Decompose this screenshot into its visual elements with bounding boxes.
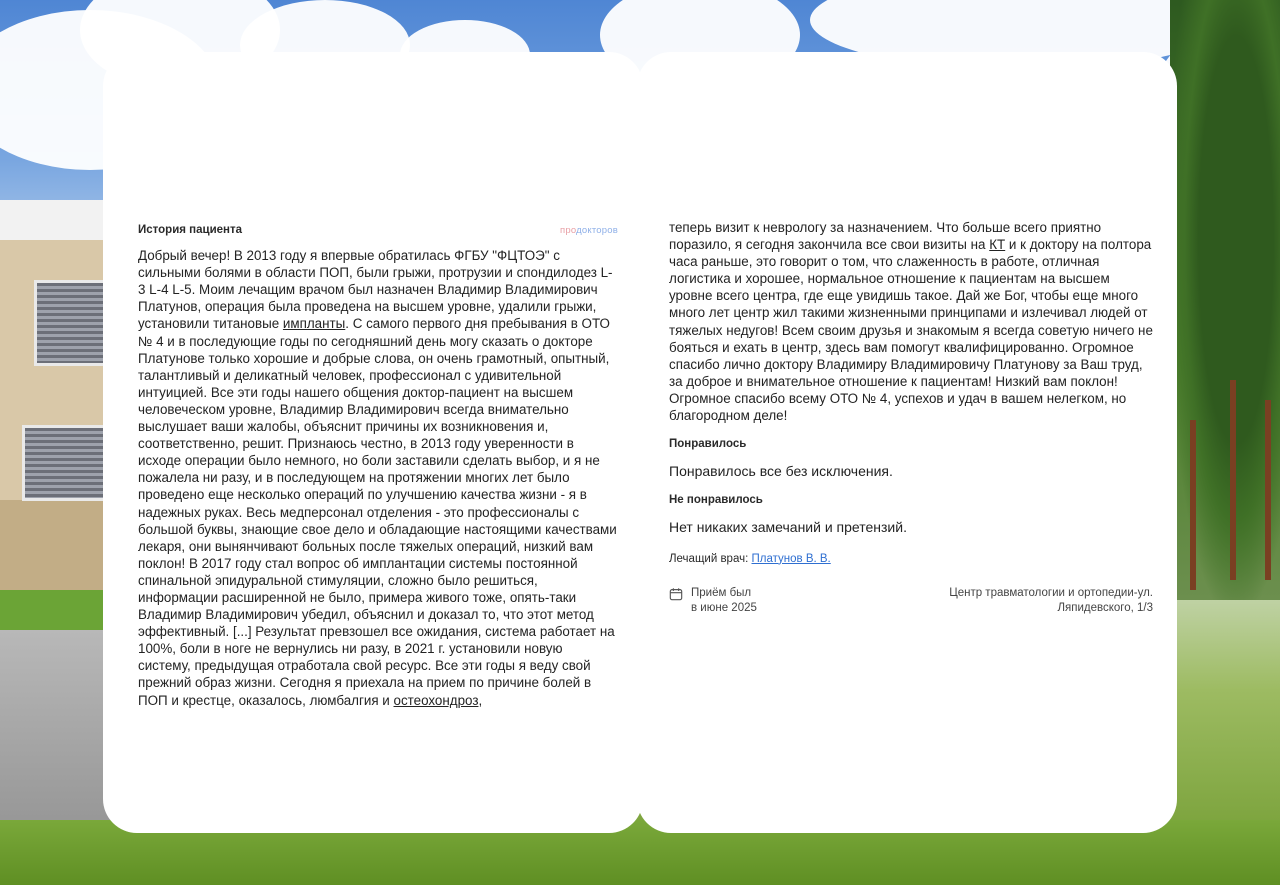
calendar-icon xyxy=(669,587,683,601)
review-column-left xyxy=(138,222,618,709)
doctor-link[interactable]: Платунов В. В. xyxy=(751,552,831,565)
review-text-segment: и к доктору на полтора часа раньше, это говорит о том, что слаженность в работе, отличная логистика и хорошее, нормальное отношение к пациентам на высшем уровне всего центра, где еще увидишь такое. Дай же Бог, чтобы еще много много лет центр жил такими жизненными принципами и излечивал людей от тяжелых недугов! Всем своим друзья и знакомым я всегда советую ничего не бояться и ехать в центр, здесь вам помогут квалифицированно. Огромное спасибо лично доктору Владимиру Владимировичу Платунову за Ваш труд, за доброе и внимательное отношение к пациентам! Низкий вам поклон! Огромное спасибо всему ОТО № 4, успехов и удач в вашем нелегком, но благородном деле! xyxy=(669,237,1153,424)
review-text-left xyxy=(138,247,618,709)
ct-link[interactable]: КТ xyxy=(989,237,1006,253)
review-header xyxy=(138,222,618,239)
clinic-address xyxy=(949,586,1153,617)
review-text-segment: , xyxy=(478,692,483,708)
review-column-right xyxy=(669,219,1153,617)
visit-line2: в июне 2025 xyxy=(691,602,757,615)
disliked-label: Не понравилось xyxy=(669,494,763,507)
implants-link[interactable]: импланты xyxy=(282,316,346,332)
liked-label: Понравилось xyxy=(669,438,747,451)
section-title: История пациента xyxy=(138,224,243,236)
visit-date xyxy=(669,586,757,617)
trees xyxy=(1170,0,1280,600)
doctor-row xyxy=(669,551,1153,568)
brand-logo-part1: про xyxy=(560,225,577,236)
review-text-right xyxy=(669,219,1153,424)
building xyxy=(0,200,110,620)
review-text-segment: Добрый вечер! В 2013 году я впервые обратилась ФГБУ "ФЦТОЭ" с сильными болями в области ПОП, были грыжи, протрузии и спондилодез L-3 L-4 L-5. Моим лечащим врачом был назначен Владимир Владимирович Платунов, операция была проведена на высшем уровне, удалили грыжи, установили титановые xyxy=(138,248,613,332)
clinic-line2: Ляпидевского, 1/3 xyxy=(1057,602,1153,615)
disliked-text: Нет никаких замечаний и претензий. xyxy=(669,519,907,536)
review-card xyxy=(103,52,1177,833)
visit-line1: Приём был xyxy=(691,586,752,599)
clinic-line1: Центр травматологии и ортопедии-ул. xyxy=(949,586,1153,599)
review-text-segment: теперь визит к неврологу за назначением. Что больше всего приятно поразило, я сегодня закончила все свои визиты на xyxy=(669,220,1102,253)
brand-logo-part2: докторов xyxy=(576,225,618,236)
osteochondrosis-link[interactable]: остеохондроз xyxy=(393,692,479,708)
review-text-segment: . С самого первого дня пребывания в ОТО № 4 и в последующие годы по сегодняшний день могу сказать о докторе Платунове только хорошие и добрые слова, он очень грамотный, опытный, талантливый и деликатный человек, профессионал с удивительной интуицией. Все эти годы нашего общения доктор-пациент на высшем человеческом уровне, Владимир Владимирович всегда внимательно выслушает ваши жалобы, объяснит причины их возникновения и, соответственно, решит. Признаюсь честно, в 2013 году уверенности в исходе операции было немного, но боли заставили сделать выбор, и я не пожалела ни разу, и в последующем на протяжении многих лет было проведено еще несколько операций по улучшению качества жизни - я в надежных руках. Весь медперсонал отделения - это профессионалы с большой буквы, знающие свое дело и обладающие настоящими качествами лекаря, они вынянчивают больных после тяжелых операций, низкий вам поклон! В 2017 году стал вопрос об имплантации системы постоянной спинальной эпидуральной стимуляции, сложно было решиться, информации расширенной не было, примера живого тоже, опять-таки Владимир Владимирович убедил, объяснил и доказал то, что этот метод эффективный. [...] Результат превзошел все ожидания, система работает на 100%, боли в ноге не вернулись ни разу, в 2021 г. установили новую систему, предыдущая отработала свой ресурс. Все эти годы я веду свой прежний образ жизни. Сегодня я приехала на прием по причине болей в ПОП и крестце, оказалось, люмбалгия и xyxy=(138,316,617,708)
doctor-label: Лечащий врач: xyxy=(669,552,749,565)
brand-logo xyxy=(560,222,618,239)
visit-meta xyxy=(669,586,1153,617)
liked-text: Понравилось все без исключения. xyxy=(669,463,893,480)
